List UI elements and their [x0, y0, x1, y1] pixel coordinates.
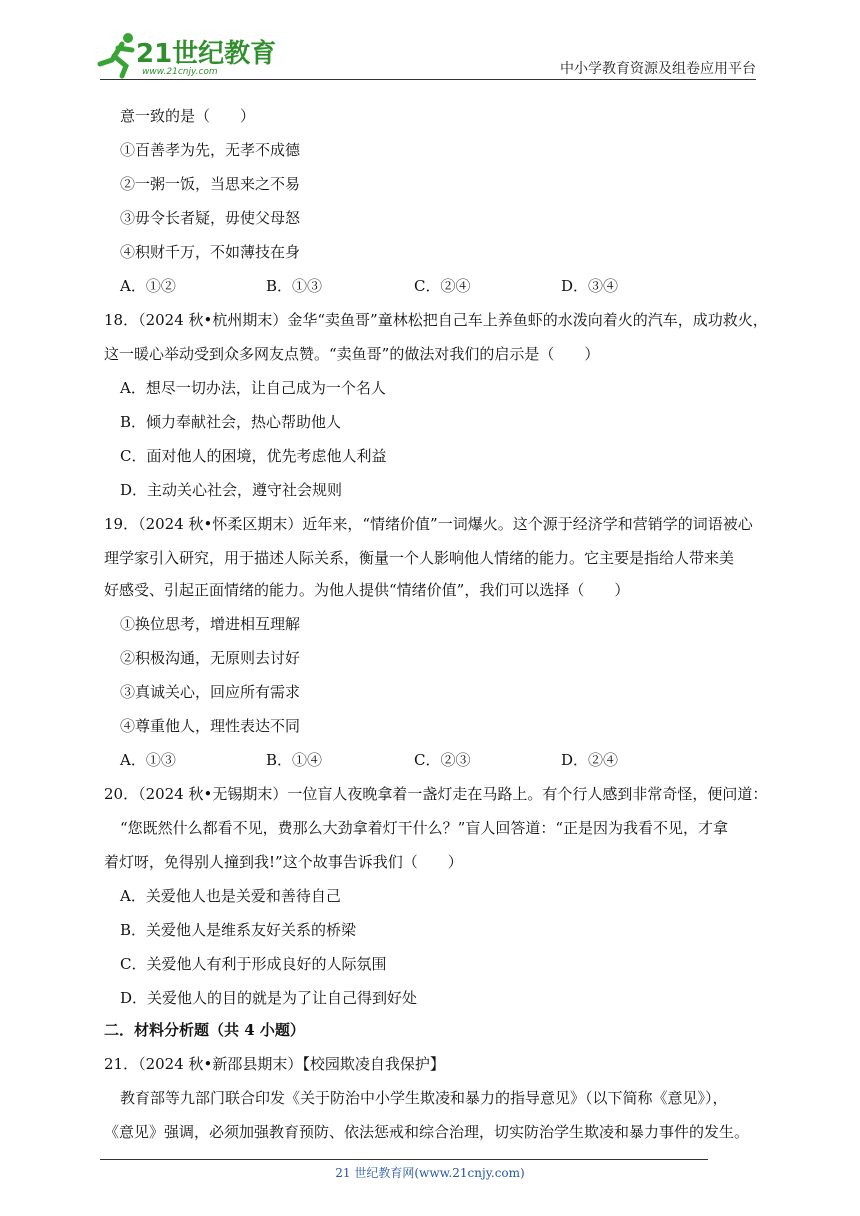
- q17-option-c: C．②④: [414, 277, 471, 295]
- q18-option-a: A．想尽一切办法，让自己成为一个名人: [120, 379, 386, 397]
- logo: [92, 30, 277, 80]
- q18-option-b: B．倾力奉献社会，热心帮助他人: [120, 413, 342, 431]
- header-rule: [100, 79, 756, 80]
- logo-url: www.21cnjy.com: [142, 67, 218, 77]
- q19-item-2: ②积极沟通，无原则去讨好: [120, 649, 301, 667]
- q19-item-4: ④尊重他人，理性表达不同: [120, 717, 301, 735]
- q20-line-1: 20．（2024 秋•无锡期末）一位盲人夜晚拿着一盏灯走在马路上。有个行人感到非常奇怪，便问道：: [104, 785, 768, 803]
- q17-option-a: A．①②: [120, 277, 176, 295]
- q19-line-2: 理学家引入研究，用于描述人际关系，衡量一个人影响他人情绪的能力。它主要是指给人带来美: [104, 549, 735, 567]
- q17-item-1: ①百善孝为先，无孝不成德: [120, 141, 301, 159]
- q17-option-b: B．①③: [266, 277, 323, 295]
- q19-line-1: 19．（2024 秋•怀柔区期末）近年来，“情绪价值”一词爆火。这个源于经济学和营销学的词语被心: [104, 515, 753, 533]
- q19-option-c: C．②③: [414, 751, 471, 769]
- q20-line-3: 着灯呀，免得别人撞到我!”这个故事告诉我们（ ）: [104, 853, 463, 871]
- q19-item-1: ①换位思考，增进相互理解: [120, 615, 301, 633]
- q20-option-b: B．关爱他人是维系友好关系的桥梁: [120, 921, 357, 939]
- q17-item-2: ②一粥一饭，当思来之不易: [120, 175, 301, 193]
- q19-line-3: 好感受、引起正面情绪的能力。为他人提供“情绪价值”，我们可以选择（ ）: [104, 581, 630, 599]
- q18-option-d: D．主动关心社会，遵守社会规则: [120, 481, 343, 499]
- q19-option-d: D．②④: [561, 751, 619, 769]
- q17-tail: 意一致的是（ ）: [120, 107, 256, 125]
- q18-line-2: 这一暖心举动受到众多网友点赞。“卖鱼哥”的做法对我们的启示是（ ）: [104, 345, 600, 363]
- footer-rule: [100, 1159, 708, 1160]
- section-heading: 二．材料分析题（共 4 小题）: [104, 1021, 305, 1039]
- page-header: [0, 0, 860, 80]
- q17-item-3: ③毋令长者疑，毋使父母怒: [120, 209, 301, 227]
- q21-head: 21．（2024 秋•新邵县期末）【校园欺凌自我保护】: [104, 1055, 445, 1073]
- q21-line-1: 教育部等九部门联合印发《关于防治中小学生欺凌和暴力的指导意见》（以下简称《意见》），: [120, 1089, 728, 1107]
- q20-option-a: A．关爱他人也是关爱和善待自己: [120, 887, 341, 905]
- q17-option-d: D．③④: [561, 277, 619, 295]
- q17-item-4: ④积财千万，不如薄技在身: [120, 243, 301, 261]
- q21-line-2: 《意见》强调，必须加强教育预防、依法惩戒和综合治理，切实防治学生欺凌和暴力事件的发生。: [104, 1123, 750, 1141]
- q20-option-d: D．关爱他人的目的就是为了让自己得到好处: [120, 989, 418, 1007]
- footer-site[interactable]: 21 世纪教育网(www.21cnjy.com): [335, 1166, 525, 1180]
- q20-line-2: “您既然什么都看不见，费那么大劲拿着灯干什么？”盲人回答道：“正是因为我看不见，才拿: [120, 819, 729, 837]
- q18-line-1: 18．（2024 秋•杭州期末）金华“卖鱼哥”童林松把自己车上养鱼虾的水泼向着火的汽车，成功救火，: [104, 311, 768, 329]
- q19-item-3: ③真诚关心，回应所有需求: [120, 683, 301, 701]
- q19-option-a: A．①③: [120, 751, 176, 769]
- q19-option-b: B．①④: [266, 751, 323, 769]
- platform-name: 中小学教育资源及组卷应用平台: [560, 61, 756, 77]
- runner-icon: [100, 33, 133, 76]
- q20-option-c: C．关爱他人有利于形成良好的人际氛围: [120, 955, 387, 973]
- logo-text: 21世纪教育: [136, 39, 277, 69]
- q18-option-c: C．面对他人的困境，优先考虑他人利益: [120, 447, 387, 465]
